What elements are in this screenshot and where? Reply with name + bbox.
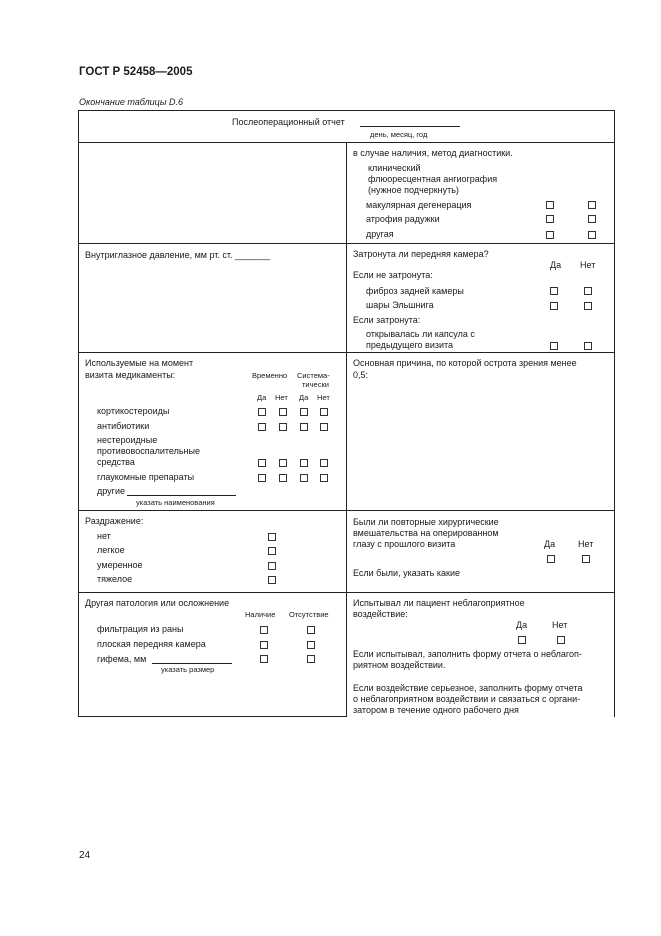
hyphema-size-hint: указать размер <box>161 665 215 674</box>
temp-no-checkbox[interactable] <box>279 423 287 431</box>
temp-yes-checkbox[interactable] <box>258 408 266 416</box>
chamber-if-not: Если не затронута: <box>353 270 433 280</box>
pathology-item: фильтрация из раны <box>97 624 184 634</box>
surgery-no-checkbox[interactable] <box>582 555 590 563</box>
sys-yes-checkbox[interactable] <box>300 408 308 416</box>
sys-yes-checkbox[interactable] <box>300 474 308 482</box>
chamber-no-checkbox[interactable] <box>584 287 592 295</box>
medication-item: кортикостероиды <box>97 406 170 416</box>
medication-item: антибиотики <box>97 421 150 431</box>
sys-no-checkbox[interactable] <box>320 459 328 467</box>
col-present: Наличие <box>245 610 276 619</box>
diagnostics-yes-checkbox[interactable] <box>546 231 554 239</box>
temp-no-checkbox[interactable] <box>279 459 287 467</box>
adverse-no-checkbox[interactable] <box>557 636 565 644</box>
irritation-checkbox[interactable] <box>268 576 276 584</box>
table-caption: Окончание таблицы D.6 <box>79 97 183 107</box>
adverse-serious-3: затором в течение одного рабочего дня <box>353 705 519 715</box>
diagnostics-item: макулярная дегенерация <box>366 200 472 210</box>
adverse-form-2: риятном воздействии. <box>353 660 446 670</box>
capsule-question-2: предыдущего визита <box>366 340 454 350</box>
irritation-checkbox[interactable] <box>268 533 276 541</box>
sys-no-checkbox[interactable] <box>320 423 328 431</box>
surgery-question-3: глазу с прошлого визита <box>353 539 456 549</box>
sys-yes-checkbox[interactable] <box>300 423 308 431</box>
row-divider-1 <box>78 142 615 143</box>
report-title: Послеоперационный отчет <box>232 117 345 127</box>
chamber-yes-checkbox[interactable] <box>550 287 558 295</box>
medication-nsaid-3: средства <box>97 457 135 467</box>
present-checkbox[interactable] <box>260 641 268 649</box>
temp-yes-checkbox[interactable] <box>258 459 266 467</box>
diagnostics-method-1: клинический <box>368 163 421 173</box>
chamber-question: Затронута ли передняя камера? <box>353 249 489 259</box>
irritation-checkbox[interactable] <box>268 562 276 570</box>
col-absent: Отсутствие <box>289 610 329 619</box>
surgery-yes-header: Да <box>544 539 556 549</box>
row-divider-2 <box>78 243 615 244</box>
acuity-question-2: 0,5: <box>353 370 369 380</box>
present-checkbox[interactable] <box>260 626 268 634</box>
diagnostics-method-3: (нужное подчеркнуть) <box>368 185 459 195</box>
surgery-which-label: Если были, указать какие <box>353 568 460 578</box>
irritation-item: тяжелое <box>97 574 133 584</box>
document-title: ГОСТ Р 52458—2005 <box>79 66 193 78</box>
temp-yes-header: Да <box>257 393 267 402</box>
col-systemic-1: Система- <box>297 371 330 380</box>
chamber-yes-header: Да <box>550 260 562 270</box>
present-checkbox[interactable] <box>260 655 268 663</box>
pressure-label: Внутриглазное давление, мм рт. ст. _______ <box>85 250 271 260</box>
medication-other-hint: указать наименования <box>136 498 215 507</box>
chamber-item: шары Эльшнига <box>366 300 434 310</box>
table-border-left <box>78 110 79 717</box>
absent-checkbox[interactable] <box>307 655 315 663</box>
adverse-yes-header: Да <box>516 620 528 630</box>
chamber-yes-checkbox[interactable] <box>550 302 558 310</box>
row-divider-3 <box>78 352 615 353</box>
adverse-no-header: Нет <box>552 620 568 630</box>
medications-title-2: визита медикаменты: <box>85 370 176 380</box>
diagnostics-no-checkbox[interactable] <box>588 201 596 209</box>
chamber-if-yes: Если затронута: <box>353 315 421 325</box>
absent-checkbox[interactable] <box>307 626 315 634</box>
sys-no-checkbox[interactable] <box>320 408 328 416</box>
pathology-item: плоская передняя камера <box>97 639 206 649</box>
surgery-question-1: Были ли повторные хирургические <box>353 517 499 527</box>
chamber-no-checkbox[interactable] <box>584 302 592 310</box>
surgery-question-2: вмешательства на оперированном <box>353 528 499 538</box>
diagnostics-method-2: флюоресцентная ангиография <box>368 174 498 184</box>
pathology-title: Другая патология или осложнение <box>85 598 230 608</box>
irritation-checkbox[interactable] <box>268 547 276 555</box>
absent-checkbox[interactable] <box>307 641 315 649</box>
row-divider-5 <box>78 592 615 593</box>
surgery-yes-checkbox[interactable] <box>547 555 555 563</box>
diagnostics-item: атрофия радужки <box>366 214 440 224</box>
sys-yes-checkbox[interactable] <box>300 459 308 467</box>
temp-no-checkbox[interactable] <box>279 474 287 482</box>
medication-nsaid-2: противовоспалительные <box>97 446 200 456</box>
irritation-item: умеренное <box>97 560 143 570</box>
diagnostics-no-checkbox[interactable] <box>588 231 596 239</box>
col-systemic-2: тически <box>302 380 329 389</box>
diagnostics-title: в случае наличия, метод диагностики. <box>353 148 513 158</box>
report-date-hint: день, месяц, год <box>370 130 428 139</box>
adverse-form-1: Если испытывал, заполнить форму отчета о неблагоп- <box>353 649 582 659</box>
capsule-yes-checkbox[interactable] <box>550 342 558 350</box>
temp-yes-checkbox[interactable] <box>258 474 266 482</box>
diagnostics-no-checkbox[interactable] <box>588 215 596 223</box>
diagnostics-yes-checkbox[interactable] <box>546 201 554 209</box>
table-border-top <box>78 110 615 111</box>
adverse-serious-1: Если воздействие серьезное, заполнить форму отчета <box>353 683 583 693</box>
page-number: 24 <box>79 850 91 861</box>
temp-no-checkbox[interactable] <box>279 408 287 416</box>
sys-yes-header: Да <box>299 393 309 402</box>
diagnostics-yes-checkbox[interactable] <box>546 215 554 223</box>
irritation-item: нет <box>97 531 111 541</box>
report-date-line <box>360 126 460 127</box>
capsule-question-1: открывалась ли капсула с <box>366 329 475 339</box>
table-divider-vertical <box>346 142 347 717</box>
medications-title-1: Используемые на момент <box>85 358 194 368</box>
adverse-question-2: воздействие: <box>353 609 408 619</box>
surgery-no-header: Нет <box>578 539 594 549</box>
adverse-yes-checkbox[interactable] <box>518 636 526 644</box>
pathology-hyphema: гифема, мм <box>97 654 147 664</box>
chamber-no-header: Нет <box>580 260 596 270</box>
medication-glaucoma: глаукомные препараты <box>97 472 195 482</box>
irritation-item: легкое <box>97 545 125 555</box>
acuity-question-1: Основная причина, по которой острота зрения менее <box>353 358 577 368</box>
row-divider-4 <box>78 510 615 511</box>
sys-no-header: Нет <box>317 393 330 402</box>
sys-no-checkbox[interactable] <box>320 474 328 482</box>
medication-other-line <box>127 495 236 496</box>
irritation-title: Раздражение: <box>85 516 144 526</box>
table-border-bottom <box>78 716 347 717</box>
temp-yes-checkbox[interactable] <box>258 423 266 431</box>
temp-no-header: Нет <box>275 393 288 402</box>
col-temporary: Временно <box>252 371 288 380</box>
adverse-question-1: Испытывал ли пациент неблагоприятное <box>353 598 525 608</box>
medication-other: другие <box>97 486 125 496</box>
capsule-no-checkbox[interactable] <box>584 342 592 350</box>
adverse-serious-2: о неблагоприятном воздействии и связаться с органи- <box>353 694 581 704</box>
medication-nsaid-1: нестероидные <box>97 435 158 445</box>
table-border-right <box>614 110 615 717</box>
chamber-item: фиброз задней камеры <box>366 286 464 296</box>
diagnostics-item: другая <box>366 229 394 239</box>
hyphema-line <box>152 663 232 664</box>
